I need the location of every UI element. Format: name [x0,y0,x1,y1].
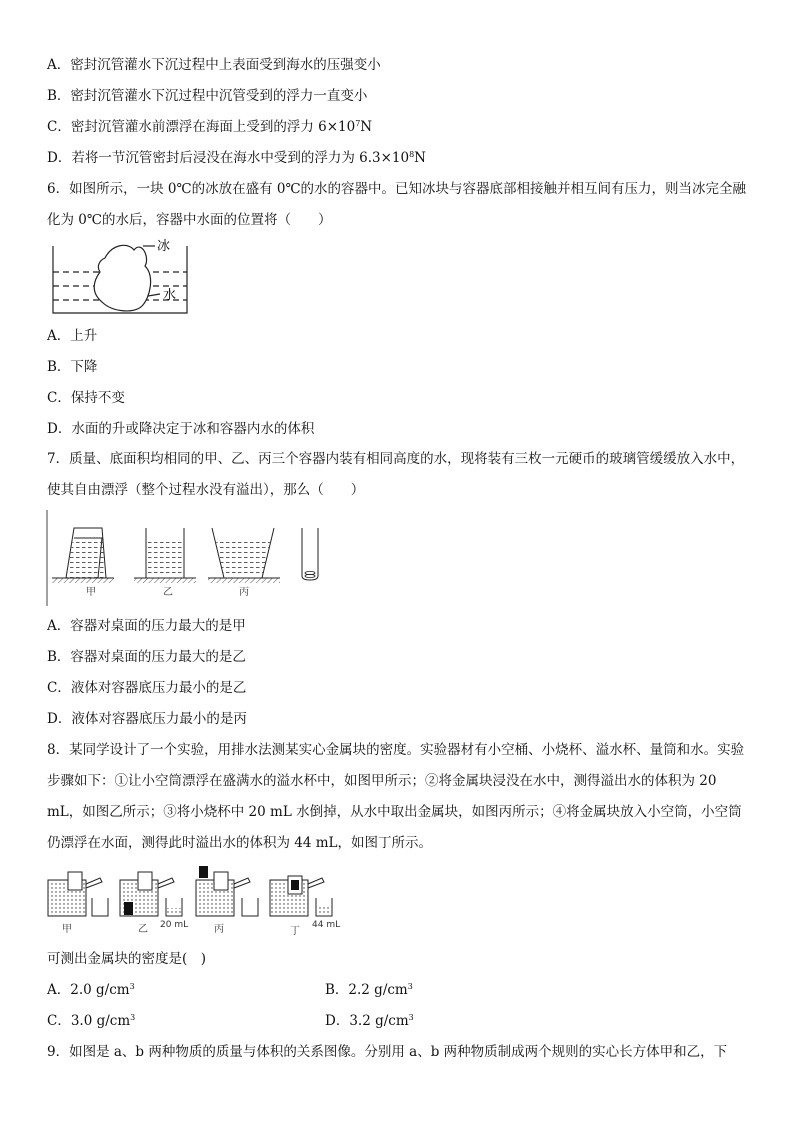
q7-option-d: D．液体对容器底压力最小的是丙 [47,711,247,727]
q5-c-text: C．密封沉管灌水前漂浮在海面上受到的浮力 6×10 [47,119,356,135]
q8-c-text: C．3.0 g/cm [47,1013,131,1029]
q5-option-c [47,118,372,136]
q8-volume-20: 20 mL [160,920,189,930]
q8-option-a [47,981,135,999]
q6-option-d: D．水面的升或降决定于冰和容器内水的体积 [47,421,315,437]
q6-stem: 6．如图所示，一块 0℃的冰放在盛有 0℃的水的容器中。已知冰块与容器底部相接触并相互间有压力，则当冰完全融化为 0℃的水后，容器中水面的位置将（ ） [47,181,747,228]
q8-stem: 8．某同学设计了一个实验，用排水法测某实心金属块的密度。实验器材有小空桶、小烧杯、溢水杯、量筒和水。实验步骤如下：①让小空筒漂浮在盛满水的溢水杯中，如图甲所示；②将金属块浸没在水中，测得溢出水的体积为 20 mL，如图乙所示；③将小烧杯中 20 mL 水倒掉，从水中取出金属块，如图丙所示；④将金属块放入小空筒，小空筒仍漂浮在水面，测得此时溢出水的体积为 44 mL，如图丁所示。 [47,742,745,851]
q6-option-c: C．保持不变 [47,390,125,406]
q8-a-exponent: 3 [129,982,135,991]
q5-c-unit: N [360,119,373,135]
q5-d-exponent: 8 [409,150,415,159]
q8-setup-jia [48,872,108,916]
q8-d-exponent: 3 [408,1013,414,1022]
q6-option-a: A．上升 [47,328,98,344]
q8-label-ding: 丁 [290,926,300,937]
q6-water-label: 水 [163,288,177,303]
q5-option-d [47,149,426,167]
q7-option-b: B．容器对桌面的压力最大的是乙 [47,649,246,665]
q6-option-b: B．下降 [47,359,98,375]
q5-option-a: A．密封沉管灌水下沉过程中上表面受到海水的压强变小 [47,57,381,73]
q8-a-text: A．2.0 g/cm [47,982,130,998]
q5-d-unit: N [414,150,426,166]
q8-question: 可测出金属块的密度是( ) [47,951,207,967]
q8-option-d [325,1012,414,1030]
q8-setup-ding [270,876,332,916]
q7-container-bing [208,528,280,583]
q8-b-exponent: 3 [407,982,413,991]
q7-containers-figure [46,510,336,606]
q7-option-a: A．容器对桌面的压力最大的是甲 [47,618,246,634]
q7-container-yi [134,528,196,583]
q7-glass-tube [302,528,318,580]
q6-ice-label: 冰 [157,239,171,254]
q8-label-jia: 甲 [62,924,72,935]
q9-stem: 9．如图是 a、b 两种物质的质量与体积的关系图像。分别用 a、b 两种物质制成两个规则的实心长方体甲和乙，下 [47,1044,728,1060]
q7-stem: 7．质量、底面积均相同的甲、乙、丙三个容器内装有相同高度的水，现将装有三枚一元硬币的玻璃管缓缓放入水中，使其自由漂浮（整个过程水没有溢出），那么（ ） [47,451,745,498]
q5-c-exponent: 7 [355,119,361,128]
q8-experiment-figure [46,866,346,938]
q8-volume-44: 44 mL [312,920,341,930]
q5-option-b: B．密封沉管灌水下沉过程中沉管受到的浮力一直变小 [47,88,368,104]
q8-label-yi: 乙 [138,924,148,935]
q6-ice-block [94,245,150,311]
q8-option-c [47,1012,135,1030]
q8-setup-yi [120,872,182,916]
q8-c-exponent: 3 [130,1013,136,1022]
q7-label-jia: 甲 [86,587,96,598]
q5-d-text: D．若将一节沉管密封后浸没在海水中受到的浮力为 6.3×10 [47,150,410,166]
q8-setup-bing [196,866,258,916]
q8-b-text: B．2.2 g/cm [325,982,408,998]
q7-option-c: C．液体对容器底压力最小的是乙 [47,680,247,696]
q8-option-b [325,981,413,999]
q7-label-bing: 丙 [239,587,249,598]
q7-container-jia [52,528,114,583]
q8-label-bing: 丙 [214,924,224,935]
q7-label-yi: 乙 [163,587,173,598]
q8-d-text: D．3.2 g/cm [325,1013,409,1029]
q6-ice-figure [50,236,200,316]
